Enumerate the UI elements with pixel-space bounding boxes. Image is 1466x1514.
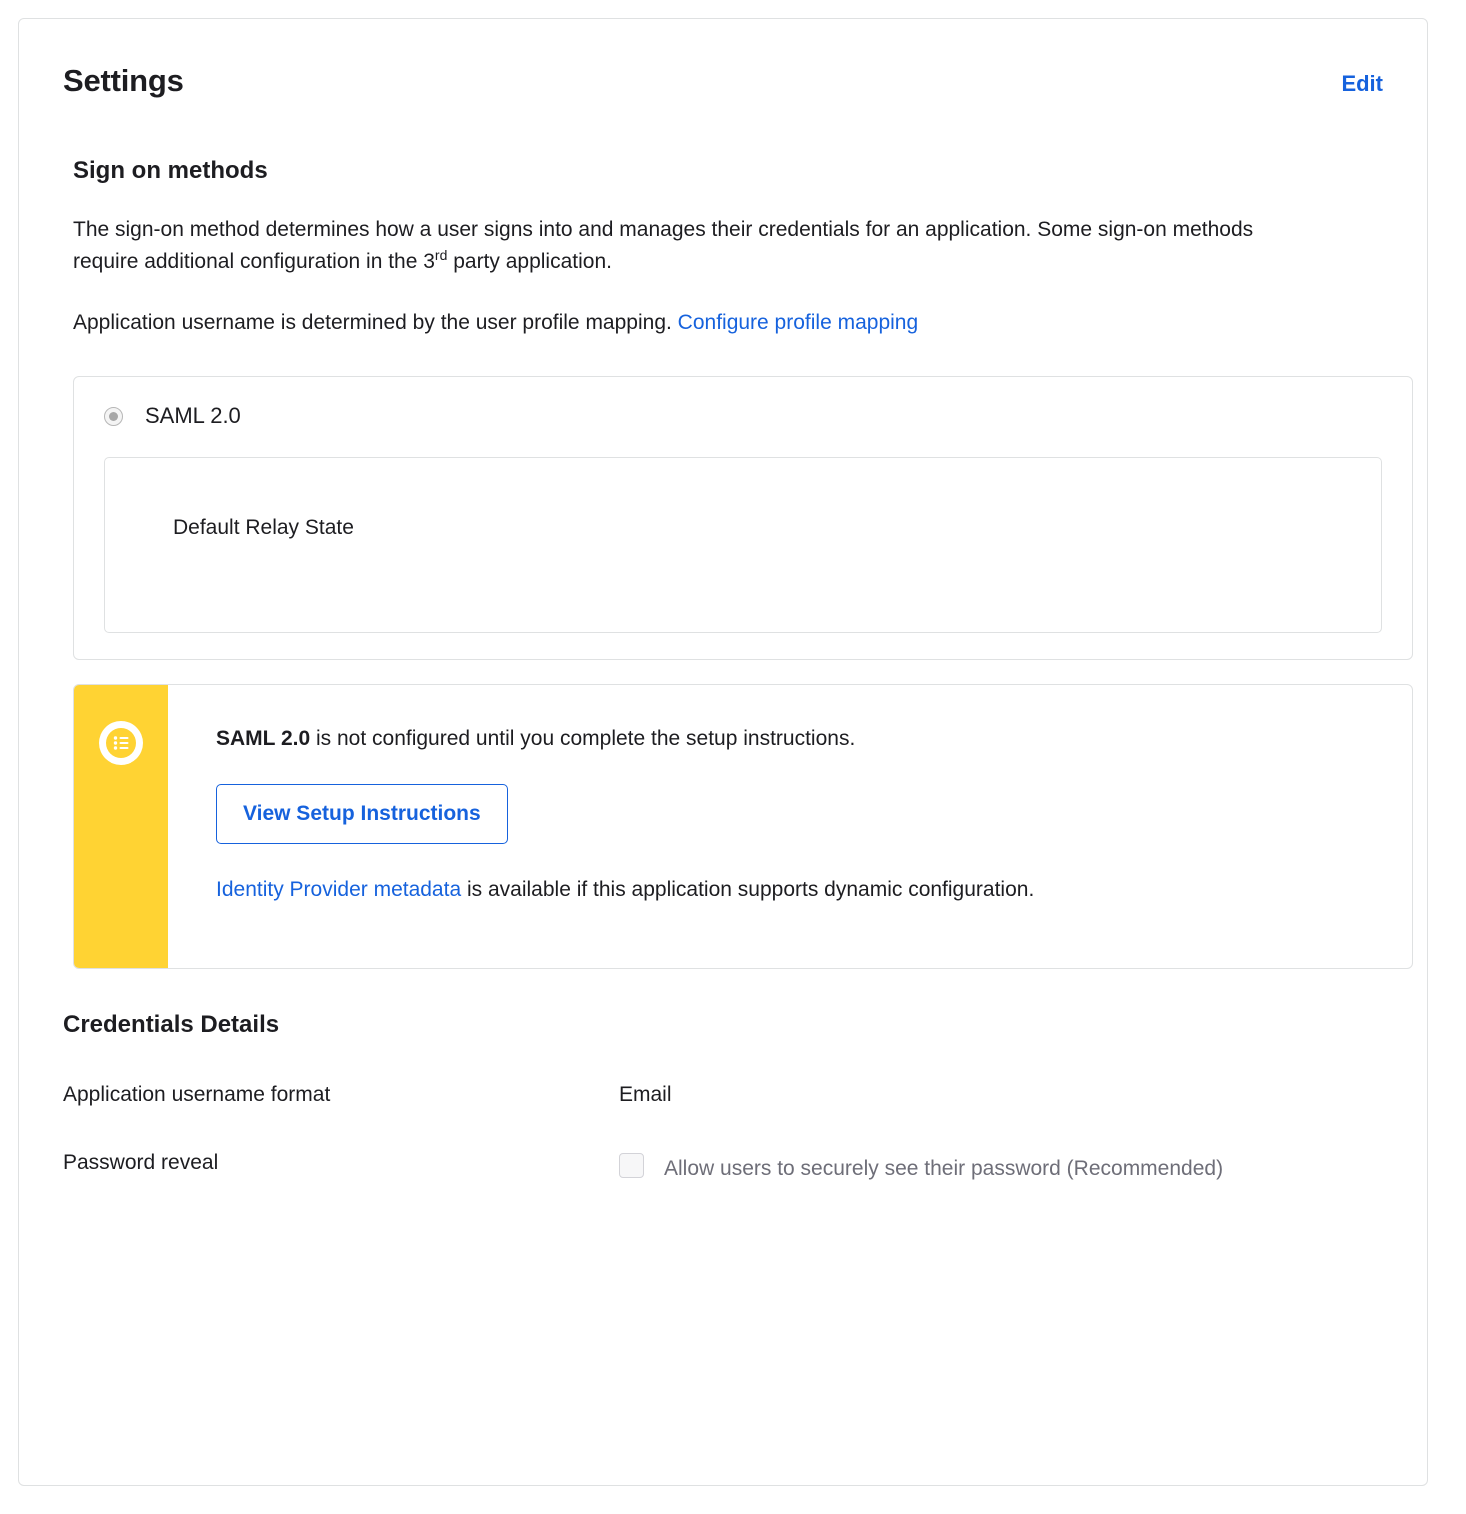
configure-profile-mapping-link[interactable]: Configure profile mapping	[677, 310, 919, 334]
sign-on-methods-heading: Sign on methods	[73, 157, 268, 184]
password-reveal-label: Password reveal	[63, 1151, 219, 1175]
sign-on-description-part1: The sign-on method determines how a user signs into and manages their credentials for an application. Some sign-on methods require additional configuration in the 3	[73, 218, 1254, 274]
callout-message-rest: is not configured until you complete the setup instructions.	[310, 727, 856, 751]
callout-message	[216, 727, 1382, 751]
view-setup-instructions-button[interactable]: View Setup Instructions	[216, 784, 508, 844]
sign-on-description	[73, 215, 1323, 278]
saml-radio-label: SAML 2.0	[145, 403, 241, 429]
callout-body	[168, 685, 1412, 968]
username-mapping-label: Application username is determined by the user profile mapping.	[73, 310, 678, 334]
application-username-format-value: Email	[619, 1083, 672, 1107]
application-username-format-label: Application username format	[63, 1083, 331, 1107]
callout-footer-rest: is available if this application supports dynamic configuration.	[461, 878, 1035, 902]
password-reveal-description: Allow users to securely see their password (Recommended)	[664, 1157, 1224, 1181]
credentials-row-username-format	[63, 1083, 1383, 1107]
edit-button[interactable]: Edit	[1341, 71, 1383, 96]
ordinal-suffix: rd	[434, 247, 448, 264]
page-title: Settings	[63, 63, 184, 98]
settings-panel	[18, 18, 1428, 1486]
password-reveal-checkbox[interactable]	[619, 1153, 644, 1178]
panel-body	[19, 157, 1427, 1188]
username-mapping-text	[73, 308, 1323, 338]
panel-header	[19, 19, 1427, 99]
list-circle-icon	[99, 721, 143, 765]
sign-on-description-part2: party application.	[447, 250, 612, 274]
default-relay-state-label: Default Relay State	[173, 516, 354, 540]
callout-footer	[216, 878, 1382, 902]
callout-message-strong: SAML 2.0	[216, 727, 311, 751]
setup-warning-callout	[73, 684, 1413, 969]
saml-radio-row[interactable]	[74, 403, 1412, 429]
saml-radio-button[interactable]	[104, 407, 123, 426]
credentials-details-heading: Credentials Details	[63, 1011, 280, 1039]
callout-accent-strip	[74, 685, 168, 968]
identity-provider-metadata-link[interactable]: Identity Provider metadata	[216, 878, 462, 902]
password-reveal-control[interactable]	[619, 1151, 1223, 1188]
sign-on-method-box	[73, 376, 1413, 660]
credentials-row-password-reveal	[63, 1151, 1383, 1188]
default-relay-state-box	[104, 457, 1382, 633]
